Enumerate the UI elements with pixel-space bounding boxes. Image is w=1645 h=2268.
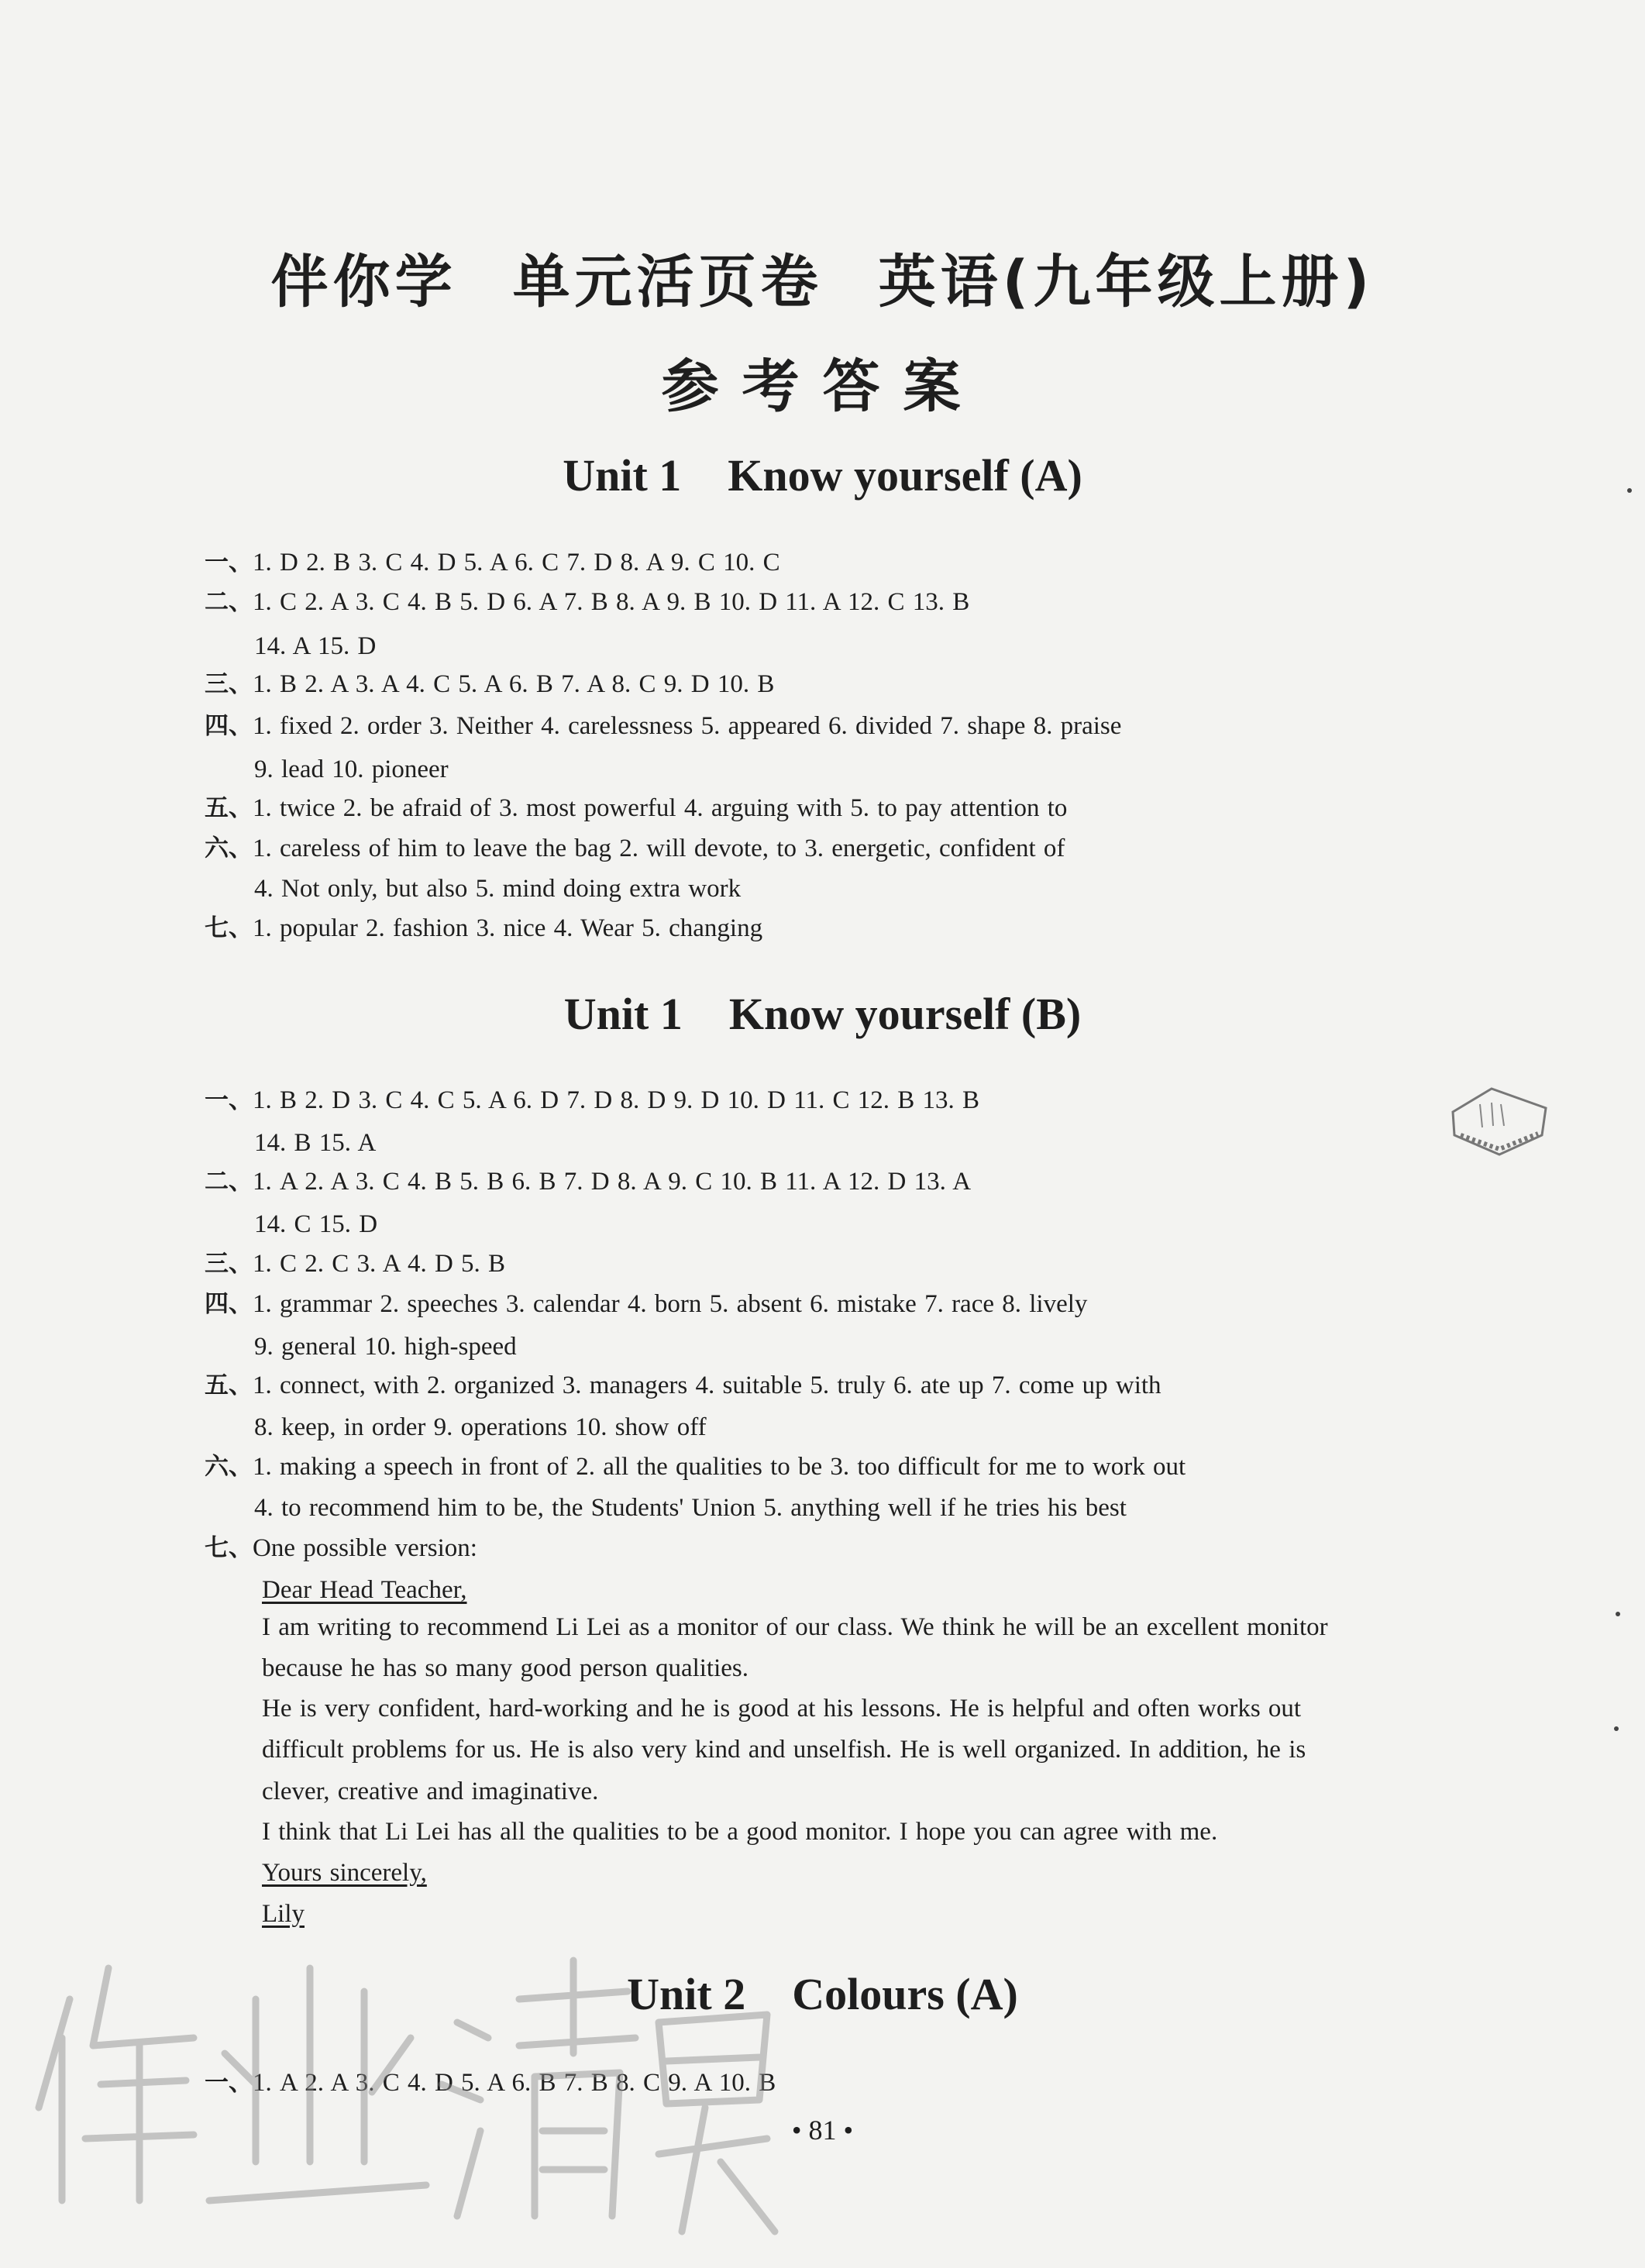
answer-line [254, 1492, 1127, 1523]
page-subtitle: 参考答案 [661, 353, 984, 420]
answer-text: 1. twice 2. be afraid of 3. most powerful 4. arguing with 5. to pay attention to [253, 794, 1068, 822]
answer-text: 1. D 2. B 3. C 4. D 5. A 6. C 7. D 8. A 9. C 10. C [253, 549, 780, 576]
answer-line [205, 793, 1067, 824]
section-label: 七、 [205, 1534, 253, 1562]
unit-number: Unit 1 [563, 450, 682, 501]
unit-heading [0, 988, 1645, 1040]
letter-line: I think that Li Lei has all the qualities to be a good monitor. I hope you can agree with me. [262, 1818, 1218, 1846]
section-label: 二、 [205, 588, 253, 616]
unit-name: Colours (A) [792, 1969, 1018, 2019]
answer-line [205, 587, 969, 618]
answer-line [205, 833, 1065, 864]
letter-greeting: Dear Head Teacher, [262, 1576, 467, 1604]
answer-text: 1. making a speech in front of 2. all the qualities to be 3. too difficult for me to work out [253, 1453, 1186, 1481]
answer-text: 1. B 2. A 3. A 4. C 5. A 6. B 7. A 8. C 9. D 10. B [253, 670, 775, 698]
section-label: 七、 [205, 914, 253, 942]
answer-text: 1. B 2. D 3. C 4. C 5. A 6. D 7. D 8. D 9. D 10. D 11. C 12. B 13. B [253, 1086, 980, 1114]
letter-line: difficult problems for us. He is also very kind and unselfish. He is well organized. In addition, he is [262, 1736, 1306, 1764]
letter-line: I am writing to recommend Li Lei as a monitor of our class. We think he will be an excellent monitor [262, 1613, 1328, 1641]
answer-text: 4. to recommend him to be, the Students' Union 5. anything well if he tries his best [254, 1494, 1127, 1522]
answer-line [205, 669, 774, 700]
answer-text: 1. A 2. A 3. C 4. D 5. A 6. B 7. B 8. C 9. A 10. B [253, 2069, 776, 2097]
stamp-logo [1445, 1081, 1554, 1158]
answer-text: 14. A 15. D [254, 632, 377, 660]
answer-line [254, 1209, 377, 1240]
answer-line [254, 873, 741, 904]
answer-text: 14. C 15. D [254, 1210, 378, 1238]
section-label: 一、 [205, 2069, 253, 2097]
answer-text: 4. Not only, but also 5. mind doing extra work [254, 875, 742, 903]
page-number: • 81 • [791, 2115, 854, 2146]
answer-text: One possible version: [253, 1534, 477, 1562]
section-label: 五、 [205, 794, 253, 822]
answer-line [205, 1533, 477, 1564]
answer-text: 1. popular 2. fashion 3. nice 4. Wear 5. changing [253, 914, 763, 942]
section-label: 三、 [205, 1250, 253, 1278]
book-title-part: 单元活页卷 [512, 249, 823, 315]
book-title-part: 伴你学 [270, 249, 457, 315]
scan-speck [1614, 1726, 1619, 1731]
section-label: 三、 [205, 670, 253, 698]
answer-line [254, 1331, 517, 1362]
section-label: 四、 [205, 1290, 253, 1318]
answer-text: 9. lead 10. pioneer [254, 755, 449, 783]
answer-text: 1. C 2. A 3. C 4. B 5. D 6. A 7. B 8. A 9. B 10. D 11. A 12. C 13. B [253, 588, 970, 616]
unit-number: Unit 2 [627, 1969, 746, 2019]
unit-name: Know yourself (A) [728, 450, 1082, 501]
answer-text: 1. grammar 2. speeches 3. calendar 4. born 5. absent 6. mistake 7. race 8. lively [253, 1290, 1088, 1318]
answer-line [205, 913, 762, 944]
answer-line [205, 1248, 505, 1279]
answer-line [254, 754, 449, 785]
answer-line [205, 1289, 1087, 1320]
answer-line [205, 1370, 1161, 1401]
section-label: 六、 [205, 835, 253, 862]
unit-heading [0, 449, 1645, 501]
letter-signature: Lily [262, 1900, 305, 1928]
unit-number: Unit 1 [563, 989, 683, 1039]
section-label: 六、 [205, 1453, 253, 1481]
answer-line [254, 631, 376, 662]
book-title [0, 236, 1645, 318]
answer-line [205, 547, 780, 578]
answer-text: 1. fixed 2. order 3. Neither 4. carelessness 5. appeared 6. divided 7. shape 8. praise [253, 712, 1122, 740]
answer-line [205, 1451, 1186, 1482]
answer-text: 1. careless of him to leave the bag 2. will devote, to 3. energetic, confident of [253, 835, 1065, 862]
scan-speck [1627, 488, 1632, 493]
section-label: 四、 [205, 712, 253, 740]
section-label: 一、 [205, 549, 253, 576]
unit-name: Know yourself (B) [728, 989, 1082, 1039]
answer-text: 9. general 10. high-speed [254, 1333, 517, 1361]
answer-text: 1. A 2. A 3. C 4. B 5. B 6. B 7. D 8. A 9. C 10. B 11. A 12. D 13. A [253, 1168, 972, 1196]
answer-line [205, 711, 1121, 742]
answer-text: 1. C 2. C 3. A 4. D 5. B [253, 1250, 506, 1278]
section-label: 五、 [205, 1371, 253, 1399]
section-label: 一、 [205, 1086, 253, 1114]
answer-line [205, 1166, 971, 1197]
answer-text: 1. connect, with 2. organized 3. managers 4. suitable 5. truly 6. ate up 7. come up with [253, 1371, 1161, 1399]
answer-text: 14. B 15. A [254, 1129, 377, 1157]
answer-line [205, 1085, 979, 1116]
answer-line [254, 1127, 376, 1158]
answer-line [254, 1412, 707, 1443]
watermark-logo [23, 1906, 783, 2247]
scan-speck [1616, 1612, 1620, 1616]
letter-line: clever, creative and imaginative. [262, 1778, 599, 1805]
section-label: 二、 [205, 1168, 253, 1196]
letter-closing: Yours sincerely, [262, 1859, 427, 1887]
letter-line: because he has so many good person qualities. [262, 1654, 749, 1682]
answer-text: 8. keep, in order 9. operations 10. show off [254, 1413, 707, 1441]
letter-line: He is very confident, hard-working and he is good at his lessons. He is helpful and often works out [262, 1695, 1302, 1723]
book-title-part: 英语(九年级上册) [878, 249, 1375, 315]
